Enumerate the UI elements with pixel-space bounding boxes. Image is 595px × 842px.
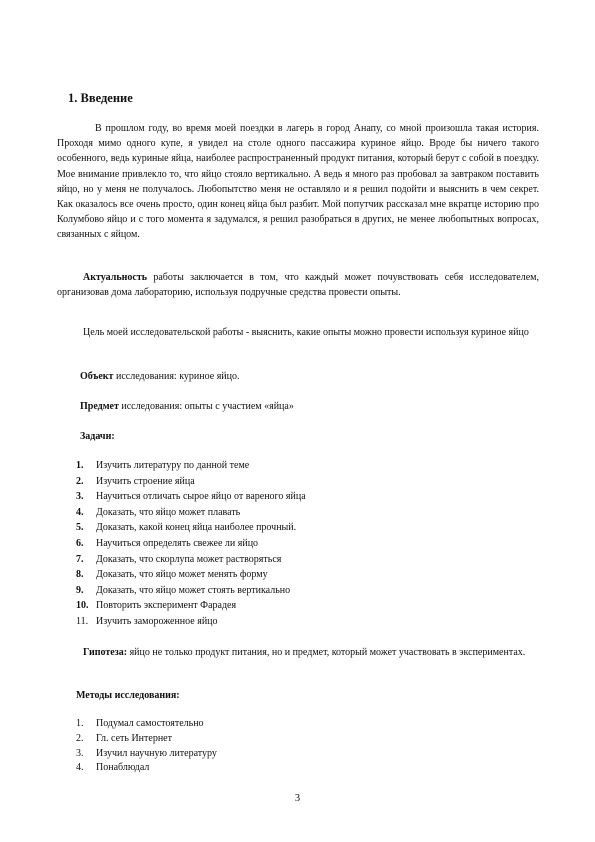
list-item: 11. Изучить замороженное яйцо	[76, 615, 218, 627]
list-item: 1. Подумал самостоятельно	[76, 718, 204, 729]
list-item: 6. Научиться определять свежее ли яйцо	[76, 537, 259, 549]
list-item: 3. Изучил научную литературу	[76, 747, 217, 759]
list-item: 7. Доказать, что скорлупа может растворяться	[76, 553, 282, 565]
list-item: 8. Доказать, что яйцо может менять форму	[76, 569, 268, 581]
tasks-title: Задачи:	[80, 431, 115, 442]
relevance-paragraph	[57, 270, 539, 300]
list-item: 1. Изучить литературу по данной теме	[76, 460, 250, 471]
list-item: 2. Изучить строение яйца	[76, 475, 195, 487]
tasks-list	[76, 458, 306, 630]
subject-line	[80, 399, 294, 414]
list-item: 4. Понаблюдал	[76, 762, 150, 774]
list-item: 9. Доказать, что яйцо может стоять вертикально	[76, 584, 291, 596]
relevance-text: работы заключается в том, что каждый может почувствовать себя исследователем, организовав дома лабораторию, используя подручные средства провести опыты.	[57, 272, 539, 299]
object-line	[80, 369, 240, 384]
goal-paragraph	[57, 325, 539, 340]
hypothesis-label: Гипотеза:	[83, 647, 128, 658]
list-item: 4. Доказать, что яйцо может плавать	[76, 506, 241, 518]
subject-label: Предмет	[80, 401, 119, 412]
goal-text: Цель моей исследовательской работы - выяснить, какие опыты можно провести используя куриное яйцо	[83, 327, 529, 338]
methods-list	[76, 717, 217, 776]
page-number: 3	[294, 793, 301, 804]
list-item: 5. Доказать, какой конец яйца наиболее прочный.	[76, 522, 297, 534]
intro-paragraph	[57, 121, 539, 243]
list-item: 2. Гл. сеть Интернет	[76, 732, 172, 744]
relevance-label: Актуальность	[83, 272, 148, 283]
object-label: Объект	[80, 371, 114, 382]
object-text: исследования: куриное яйцо.	[113, 371, 240, 382]
list-item: 3. Научиться отличать сырое яйцо от вареного яйца	[76, 491, 306, 503]
section-heading: 1. Введение	[68, 91, 133, 105]
methods-title: Методы исследования:	[76, 690, 180, 701]
hypothesis-text: яйцо не только продукт питания, но и предмет, который может участвовать в экспериментах.	[127, 647, 526, 658]
intro-text: В прошлом году, во время моей поездки в лагерь в город Анапу, со мной произошла такая история. Проходя мимо одного купе, я увидел на столе одного пассажира куриное яйцо. Вроде бы ничего такого особенного, ведь куриные яйца, наиболее распространенный продукт питания, который берут с собой в поездку. Мое внимание привлекло то, что яйцо стояло вертикально. А ведь я много раз пробовал за завтраком поставить яйцо, но у меня не получалось. Любопытство меня не оставляло и я решил подойти и выяснить в чем секрет. Как оказалось все очень просто, один конец яйца был разбит. Мой попутчик рассказал мне вкратце историю про Колумбово яйцо и с того момента я задумался, я решил разобраться в других, не менее любопытных вопросах, связанных с яйцом.	[57, 123, 539, 241]
hypothesis-paragraph	[57, 645, 539, 660]
list-item: 10. Повторить эксперимент Фарадея	[76, 600, 237, 612]
subject-text: исследования: опыты с участием «яйца»	[118, 401, 294, 412]
